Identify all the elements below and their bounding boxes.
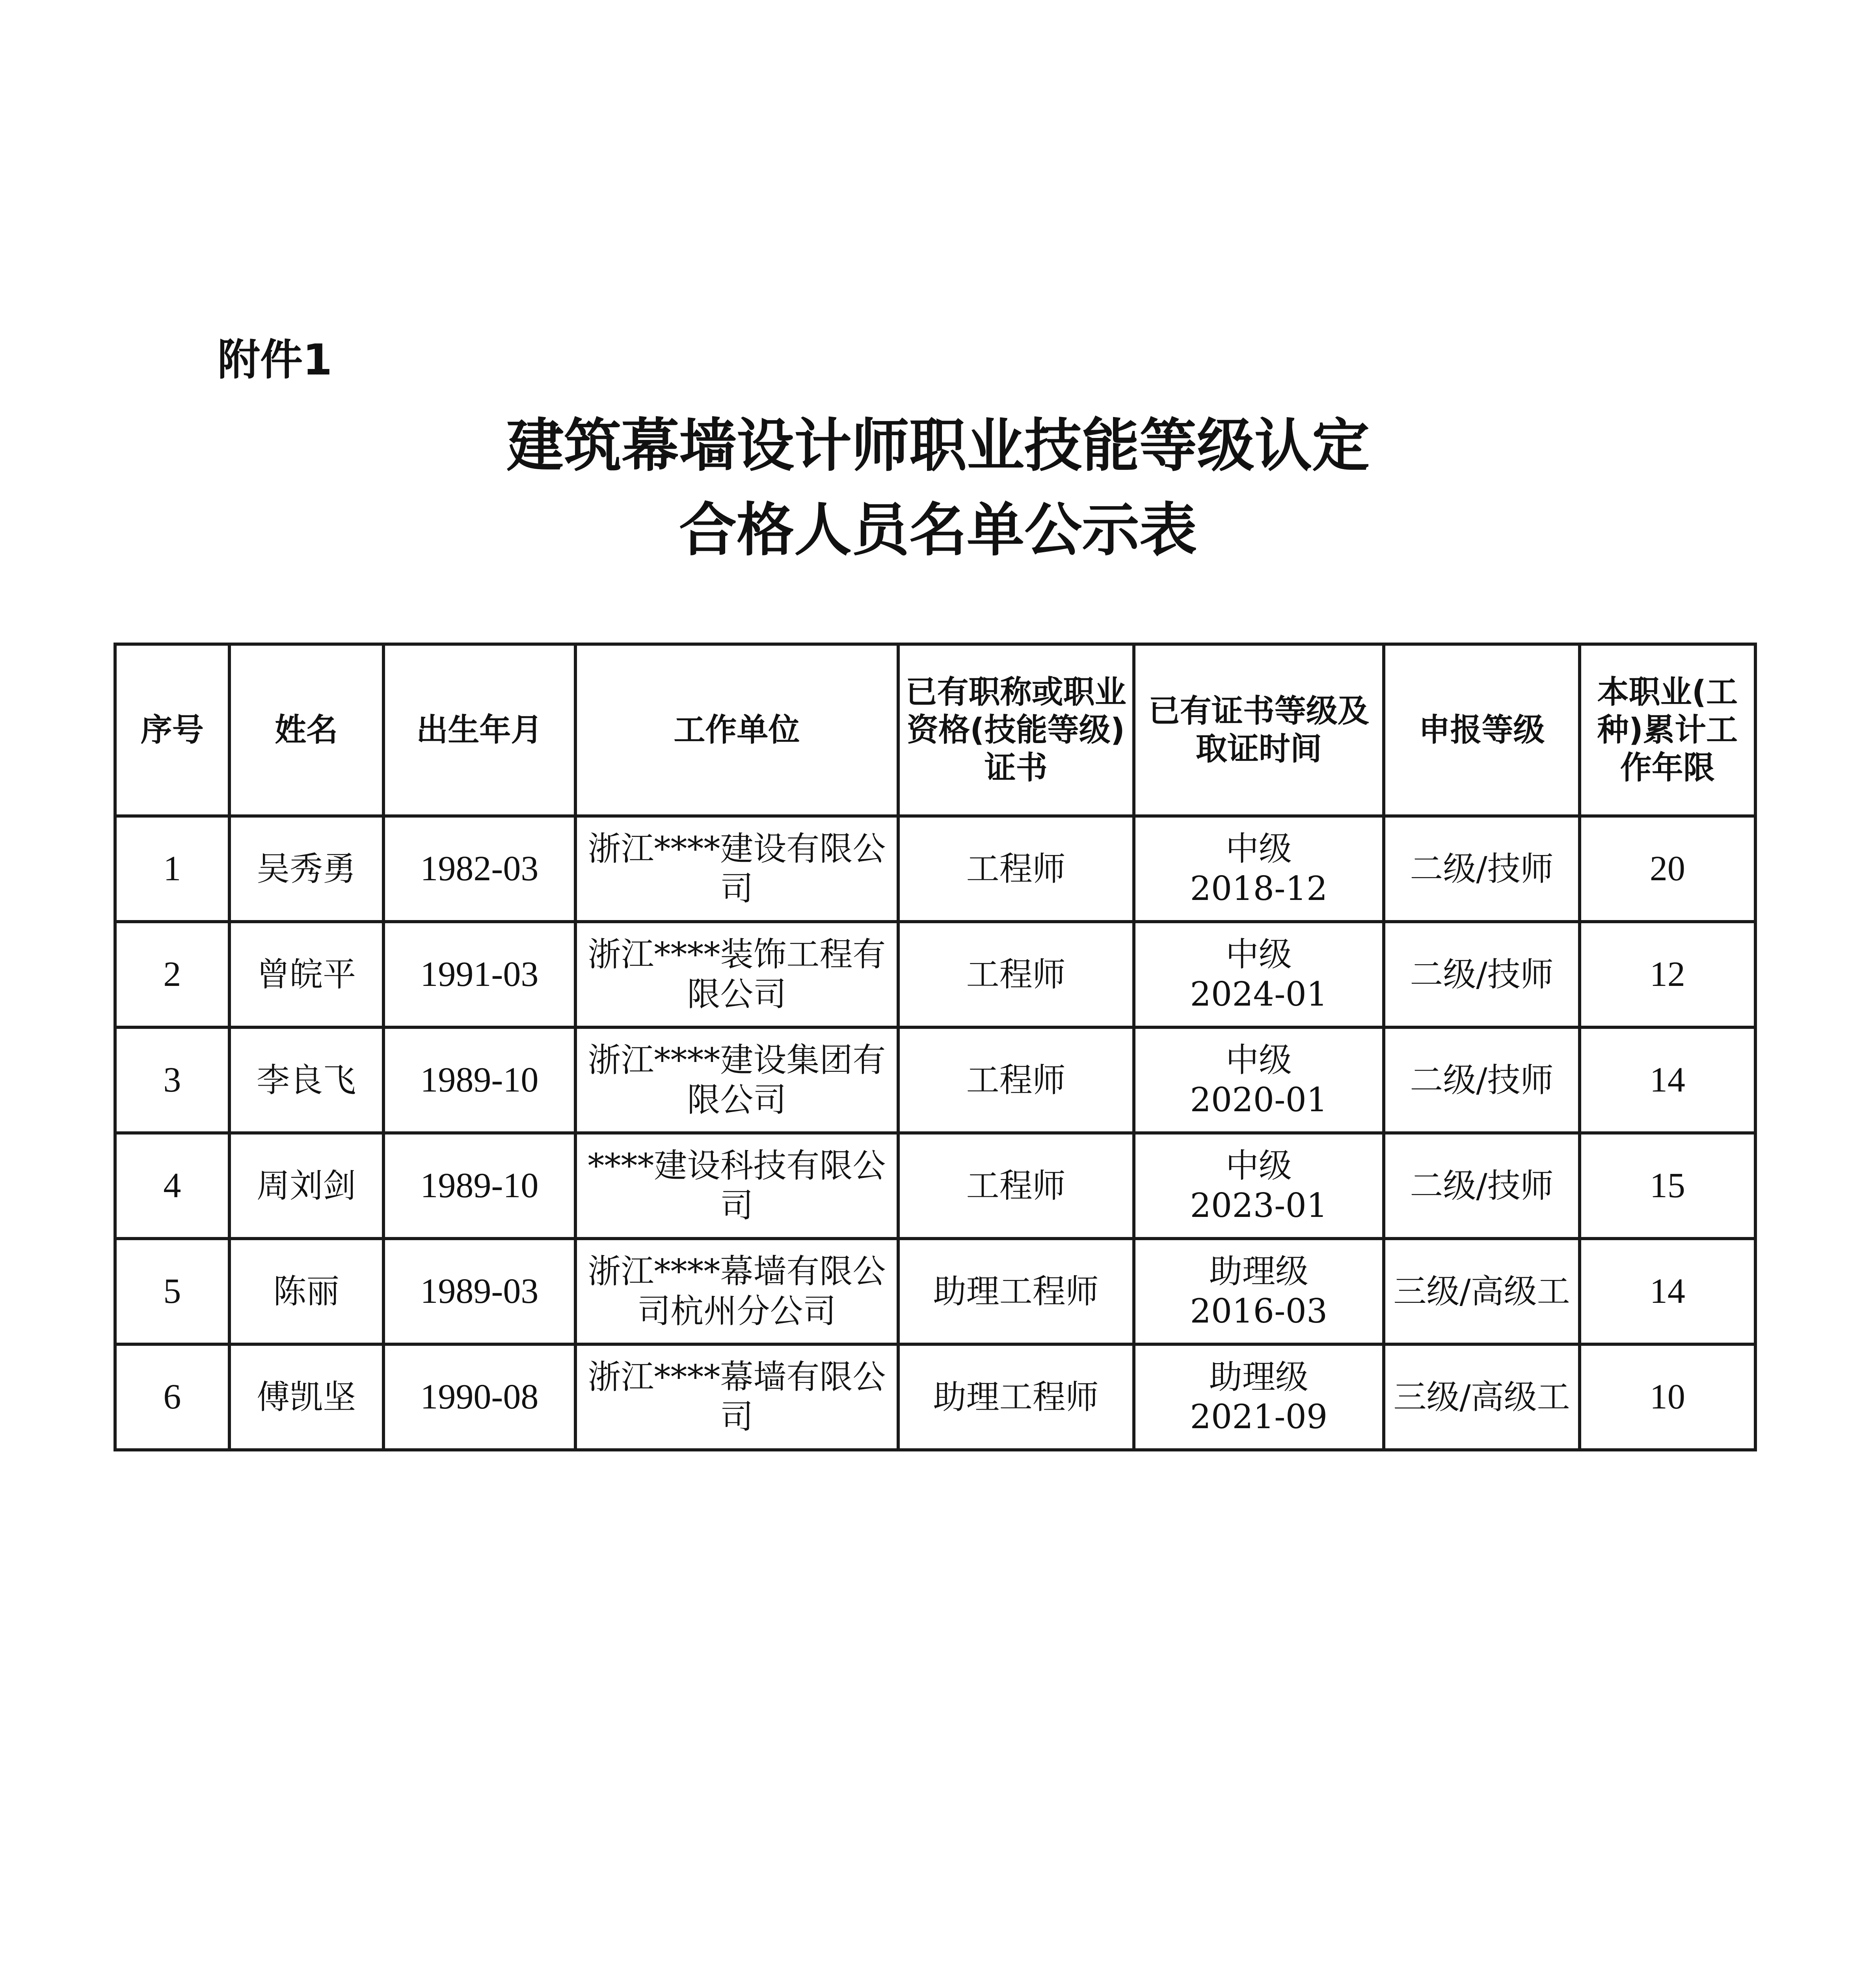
cell-employer: 浙江****建设有限公司 [575,816,898,922]
table-row [115,922,1755,1027]
header-cert-level-date: 已有证书等级及取证时间 [1134,644,1384,816]
cell-years: 14 [1580,1239,1755,1344]
cell-years: 10 [1580,1344,1755,1450]
cell-apply-level: 二级/技师 [1384,1133,1580,1239]
cell-apply-level: 二级/技师 [1384,922,1580,1027]
cell-name: 周刘剑 [229,1133,383,1239]
cell-cert-level-date [1134,816,1384,922]
header-title-cert: 已有职称或职业资格(技能等级)证书 [898,644,1134,816]
cert-date: 2020-01 [1190,1081,1328,1119]
document-title-line-2: 合格人员名单公示表 [679,496,1197,564]
cell-birth: 1991-03 [383,922,575,1027]
cell-employer: 浙江****装饰工程有限公司 [575,922,898,1027]
cell-apply-level: 二级/技师 [1384,1027,1580,1133]
table-row [115,1344,1755,1450]
cell-title-cert: 工程师 [898,1133,1134,1239]
cert-level: 中级 [1225,935,1292,974]
cell-name: 陈丽 [229,1239,383,1344]
table-row [115,1133,1755,1239]
cell-no: 2 [115,922,229,1027]
cert-level: 中级 [1225,1041,1292,1080]
cell-no: 1 [115,816,229,922]
cell-cert-level-date [1134,1344,1384,1450]
table-row [115,816,1755,922]
cell-apply-level: 二级/技师 [1384,816,1580,922]
cell-apply-level: 三级/高级工 [1384,1239,1580,1344]
cert-date: 2021-09 [1190,1397,1328,1436]
table-row [115,1027,1755,1133]
attachment-label: 附件1 [218,335,333,385]
header-no: 序号 [115,644,229,816]
cell-employer: 浙江****幕墙有限公司杭州分公司 [575,1239,898,1344]
cert-level: 中级 [1225,829,1292,868]
cell-years: 20 [1580,816,1755,922]
cell-title-cert: 助理工程师 [898,1344,1134,1450]
cert-date: 2024-01 [1190,975,1328,1013]
header-employer: 工作单位 [575,644,898,816]
table-header-row [115,644,1755,816]
cell-title-cert: 工程师 [898,816,1134,922]
cert-date: 2016-03 [1190,1292,1328,1330]
cert-date: 2018-12 [1190,869,1328,908]
cell-birth: 1990-08 [383,1344,575,1450]
cell-apply-level: 三级/高级工 [1384,1344,1580,1450]
header-apply-level: 申报等级 [1384,644,1580,816]
qualified-personnel-table [114,643,1757,1451]
cell-title-cert: 助理工程师 [898,1239,1134,1344]
cell-title-cert: 工程师 [898,922,1134,1027]
cell-no: 6 [115,1344,229,1450]
cell-name: 傅凯坚 [229,1344,383,1450]
cell-no: 3 [115,1027,229,1133]
document-title-line-1: 建筑幕墙设计师职业技能等级认定 [506,412,1370,479]
cell-years: 14 [1580,1027,1755,1133]
cell-name: 李良飞 [229,1027,383,1133]
table-row [115,1239,1755,1344]
cell-name: 吴秀勇 [229,816,383,922]
cell-birth: 1982-03 [383,816,575,922]
cell-title-cert: 工程师 [898,1027,1134,1133]
cell-cert-level-date [1134,1239,1384,1344]
cell-cert-level-date [1134,1027,1384,1133]
cell-employer: 浙江****幕墙有限公司 [575,1344,898,1450]
cell-cert-level-date [1134,922,1384,1027]
header-name: 姓名 [229,644,383,816]
cert-level: 助理级 [1209,1252,1308,1291]
cell-birth: 1989-10 [383,1027,575,1133]
cell-cert-level-date [1134,1133,1384,1239]
cell-birth: 1989-03 [383,1239,575,1344]
cert-level: 助理级 [1209,1358,1308,1397]
cert-date: 2023-01 [1190,1186,1328,1225]
cell-name: 曾皖平 [229,922,383,1027]
cell-no: 5 [115,1239,229,1344]
cell-years: 12 [1580,922,1755,1027]
header-years: 本职业(工种)累计工作年限 [1580,644,1755,816]
cell-employer: ****建设科技有限公司 [575,1133,898,1239]
cell-years: 15 [1580,1133,1755,1239]
cell-employer: 浙江****建设集团有限公司 [575,1027,898,1133]
cell-birth: 1989-10 [383,1133,575,1239]
cell-no: 4 [115,1133,229,1239]
cert-level: 中级 [1225,1146,1292,1185]
header-birth: 出生年月 [383,644,575,816]
